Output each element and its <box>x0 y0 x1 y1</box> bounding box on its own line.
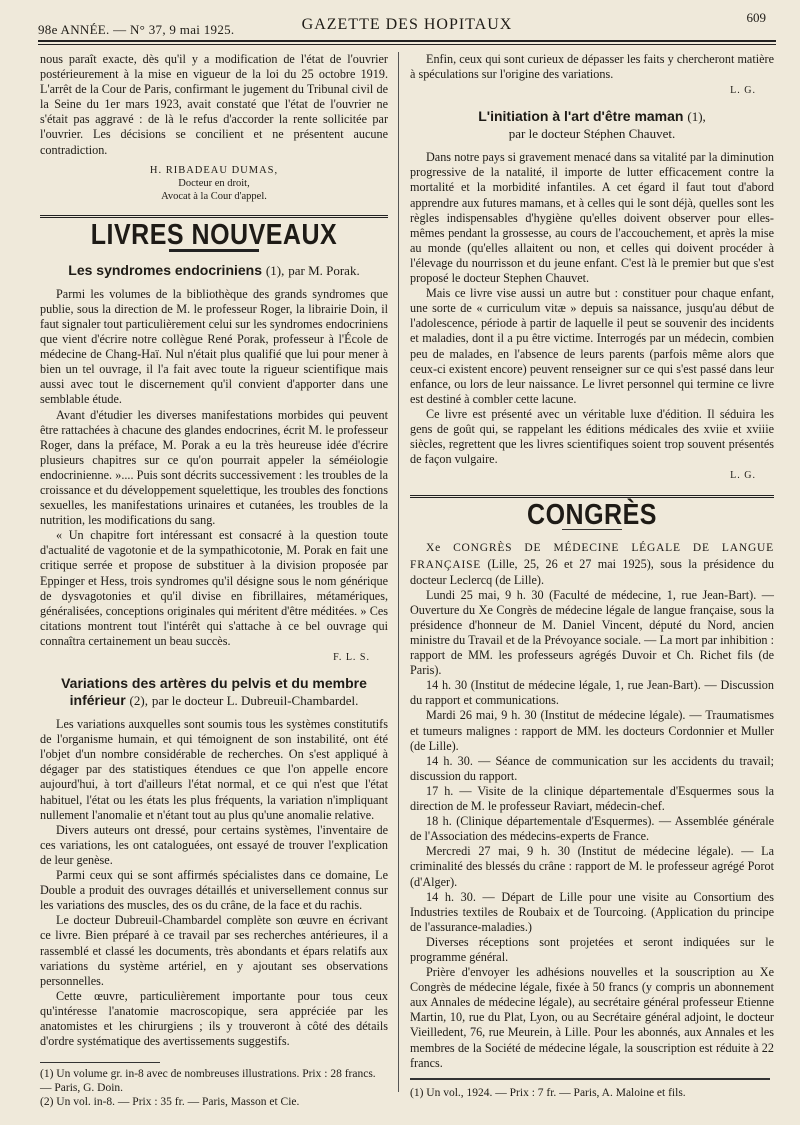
column-divider <box>398 52 399 1092</box>
article-title-variations <box>40 675 388 709</box>
page-header <box>38 10 776 40</box>
header-rule <box>38 40 776 42</box>
paragraph: Cette œuvre, particulièrement importante pour tous ceux qu'intéresse l'anatomie macroscopique, sera appréciée par les anatomistes et les chirurgiens ; ils y trouveront à côté des détails d'ordre systématique des avertissements suggestifs. <box>40 988 388 1049</box>
article-title-syndromes <box>40 262 388 279</box>
footnote-1: (1) Un volume gr. in-8 avec de nombreuses illustrations. Prix : 28 francs. — Paris, G. Doin. <box>40 1068 376 1094</box>
footnote-ref: (2), <box>129 693 148 709</box>
paragraph: Mardi 26 mai, 9 h. 30 (Institut de médecine légale). — Traumatismes et tumeurs malignes : rapport de MM. les docteurs Cordonnier et Muller (de Lille). <box>410 708 774 753</box>
paragraph: 14 h. 30 (Institut de médecine légale, 1, rue Jean-Bart). — Discussion du rapport et communications. <box>410 678 774 708</box>
left-column <box>40 52 388 1049</box>
article-title-text: Variations des artères du pelvis et du membre inférieur <box>61 675 367 709</box>
congres-heading: Xe CONGRÈS DE MÉDECINE LÉGALE DE LANGUE FRANÇAISE <box>410 542 774 571</box>
issue-line: 98e ANNÉE. — N° 37, 9 mai 1925. <box>38 22 235 37</box>
paragraph: « Un chapitre fort intéressant est consacré à la question toute d'actualité de vagotonie et de la sympathicotonie, M. Porak en fait une critique serrée et propose de substituer à la division proposée par Eppinger et Hess, trois syndromes qu'il désigne sous le nom générique de dysvagotonies et qu'il divise en fibrillaires, métamériques, généralisées, conceptions originales qui méritent d'être méditées. » Ces citations montrent tout l'intérêt qui s'attache à ce bel ouvrage qui connaîtra certainement un beau succès. <box>40 528 388 648</box>
footnote-rule <box>410 1078 770 1080</box>
author-initials: F. L. S. <box>333 652 370 663</box>
paragraph: Ce livre est présenté avec un véritable luxe d'édition. Il séduira les gens de goût qui, se rappelant les éditions médicales des xviie et xviiie siècles, regrettent que les livres scientifiques soient trop souvent présentés de façon vulgaire. <box>410 406 774 467</box>
article-title-maman <box>410 108 774 142</box>
section-title-congres: CONGRÈS <box>527 499 657 532</box>
paragraph: 17 h. — Visite de la clinique départementale d'Esquermes sous la direction de M. le professeur Raviart, médecin-chef. <box>410 783 774 814</box>
congres-heading-paragraph <box>410 540 774 587</box>
article-byline: par le docteur Stéphen Chauvet. <box>508 126 676 142</box>
signature-block <box>40 164 388 203</box>
paragraph: 18 h. (Clinique départementale d'Esquermes). — Assemblée générale de l'Association des médecins-experts de France. <box>410 814 774 844</box>
journal-title: GAZETTE DES HOPITAUX <box>301 16 513 33</box>
author-initials: L. G. <box>730 470 756 482</box>
paragraph: Mercredi 27 mai, 9 h. 30 (Institut de médecine légale). — La criminalité des blessés du crâne : rapport de M. le professeur agrégé Porot (d'Alger). <box>410 844 774 889</box>
footnote-ref: (1), <box>265 262 285 278</box>
paragraph: Parmi les volumes de la bibliothèque des grands syndromes que publie, sous la direction de M. le professeur Roger, la librairie Doin, il faut signaler tout particulièrement celui sur les syndromes endocriniens que vient d'écrire notre collègue René Porak, professeur à l'École de médecine de Chang-Haï. Nul n'était plus qualifié que lui pour mener à bien un tel ouvrage, il l'a fait avec toute la rigueur scientifique mais aussi avec tout le discernement qu'il convient d'apporter dans une semblable étude. <box>40 286 388 407</box>
article-title-text: Les syndromes endocriniens <box>68 261 263 278</box>
footnote-ref: (1), <box>687 109 706 125</box>
signature-title: Docteur en droit, <box>178 177 250 189</box>
page-number: 609 <box>746 10 766 25</box>
footnote-rule <box>40 1062 160 1063</box>
article-title-text: L'initiation à l'art d'être maman <box>478 108 684 125</box>
paragraph: Divers auteurs ont dressé, pour certains systèmes, l'inventaire de ces variations, les ont cataloguées, ont essayé de trouver l'explication de leur genèse. <box>40 822 388 867</box>
paragraph: Lundi 25 mai, 9 h. 30 (Faculté de médecine, 1, rue Jean-Bart). — Ouverture du Xe Congrès de médecine légale de langue française, sous la présidence d'honneur de M. Daniel Vincent, député du Nord, ancien ministre du Travail et de la Prévoyance sociale. — La mort par inhibition : rapport de MM. les professeurs agrégés Duvoir et Ch. Richet fils (de Paris). <box>410 587 774 678</box>
paragraph: 14 h. 30. — Départ de Lille pour une visite au Consortium des Industries textiles de Roubaix et de Tourcoing. (Application du principe de l'assurance-maladies.) <box>410 889 774 934</box>
paragraph: Dans notre pays si gravement menacé dans sa vitalité par la diminution progressive de la natalité, il importe de lutter efficacement contre la mortalité et la morbidité infantiles. A cet égard il faut tout d'abord apprendre aux futures mamans, et à celles qui le sont déjà, quelles sont les règles indispensables d'hygiène qu'elles doivent observer pour elles-mêmes pendant la grossesse, au cours de l'accouchement, et après la mise au monde (qu'elles allaitent ou non, et celles qui doivent procéder à l'élevage du nourrisson et du jeune enfant. C'est là le premier but que s'est proposé le docteur Stephen Chauvet. <box>410 150 774 286</box>
paragraph: Les variations auxquelles sont soumis tous les systèmes constitutifs de l'organisme humain, et qui témoignent de son instabilité, ont été l'objet d'un nombre considérable de recherches. On s'est appliqué à dégager par des statistiques étendues ce que l'on appelle encore aujourd'hui, à tort d'ailleurs l'état normal, et ce qui n'est que l'état habituel, l'état ou les états les plus fréquents, la variation n'impliquant nullement l'anomalie et n'étant tout au plus qu'une anomalie relative. <box>40 717 388 822</box>
paragraph: Prière d'envoyer les adhésions nouvelles et la souscription au Xe Congrès de médecine légale, fixée à 50 francs (y compris un abonnement aux Annales de médecine légale), au secrétaire général professeur Etienne Martin, 10, rue du Plat, Lyon, ou au Secrétaire général adjoint, le docteur Vieilledent, 76, rue Meurein, à Lille. Pour les abonnés, aux Annales et les membres de la Société de médecine légale, la souscription est réduite à 22 francs. <box>410 965 774 1070</box>
congres-heading-detail: (Lille, 25, 26 et 27 mai 1925), sous la présidence du docteur Leclercq (de Lille). <box>410 556 775 587</box>
right-intro-paragraph: Enfin, ceux qui sont curieux de dépasser les faits y chercheront matière à spéculations sur l'origine des variations. <box>410 52 774 82</box>
footnote-1: (1) Un vol., 1924. — Prix : 7 fr. — Paris, A. Maloine et fils. <box>410 1087 686 1099</box>
signature-name: H. RIBADEAU DUMAS, <box>149 164 279 176</box>
left-intro-paragraph: nous paraît exacte, dès qu'il y a modification de l'état de l'ouvrier postérieurement à la mise en vigueur de la loi du 25 octobre 1919. L'arrêt de la Cour de Paris, confirmant le jugement du Tribunal civil de la Seine du 1er mars 1923, avait constaté que l'état de l'ouvrier ne s'était pas aggravé : de là le refus d'accorder la rente sollicitée par l'ouvrier. Les décisions se concilient et ne présentent aucune contradiction. <box>40 52 388 157</box>
paragraph: Parmi ceux qui se sont affirmés spécialistes dans ce domaine, Le Double a produit des ouvrages détaillés et universellement connus sur les variations des muscles, des os du crâne, de la face et du rachis. <box>40 868 388 913</box>
section-title-livres: LIVRES NOUVEAUX <box>90 218 338 251</box>
article-byline: par M. Porak. <box>288 262 360 278</box>
paragraph: 14 h. 30. — Séance de communication sur les accidents du travail; discussion du rapport. <box>410 753 774 783</box>
article-byline: par le docteur L. Dubreuil-Chambardel. <box>151 693 359 709</box>
section-rule <box>40 215 388 218</box>
author-initials: L. G. <box>730 85 756 97</box>
paragraph: Diverses réceptions sont projetées et seront indiquées sur le programme général. <box>410 934 774 964</box>
signature-role: Avocat à la Cour d'appel. <box>161 190 267 202</box>
header-rule-thin <box>38 44 776 45</box>
paragraph: Avant d'étudier les diverses manifestations morbides qui peuvent être rattachées à chacune des glandes endocrines, écrit M. le professeur Roger, dans la préface, M. Porak a eu la très heureuse idée d'écrire plusieurs chapitres sur ce qu'on pourrait appeler la séméiologie endocrinienne. ».... Puis sont décrits successivement : les troubles de la croissance et du développement squelettique, les troubles des fonctions sexuelles, les manifestations urinaires et cutanées, les troubles de la nutrition, les modifications du sang. <box>40 407 388 528</box>
right-column <box>410 52 774 1071</box>
paragraph: Mais ce livre vise aussi un autre but : constituer pour chaque enfant, une sorte de « curriculum vitæ » depuis sa naissance, jusqu'au début de l'adolescence, période à partir de laquelle il peut se souvenir des incidents et maladies, dont il a pu être victime. Interrogés par un médecin, combien peu de malades, en l'absence de leurs parents (parfois même alors que ceux-ci existent encore) peuvent renseigner sur ce qui s'est passé dans leur enfance, ou lors de leur naissance. Le livret personnel qui termine ce livre est destiné à combler cette lacune. <box>410 286 774 406</box>
right-footnotes <box>410 1078 774 1100</box>
left-footnotes <box>40 1062 388 1109</box>
paragraph: Le docteur Dubreuil-Chambardel complète son œuvre en écrivant ce livre. Bien préparé à ce travail par ses recherches antérieures, il a rassemblé et classé les documents, très abondants et épars relatifs aux variations du système artériel, en y ajoutant ses observations personnelles. <box>40 913 388 988</box>
footnote-2: (2) Un vol. in-8. — Prix : 35 fr. — Paris, Masson et Cie. <box>40 1096 300 1108</box>
